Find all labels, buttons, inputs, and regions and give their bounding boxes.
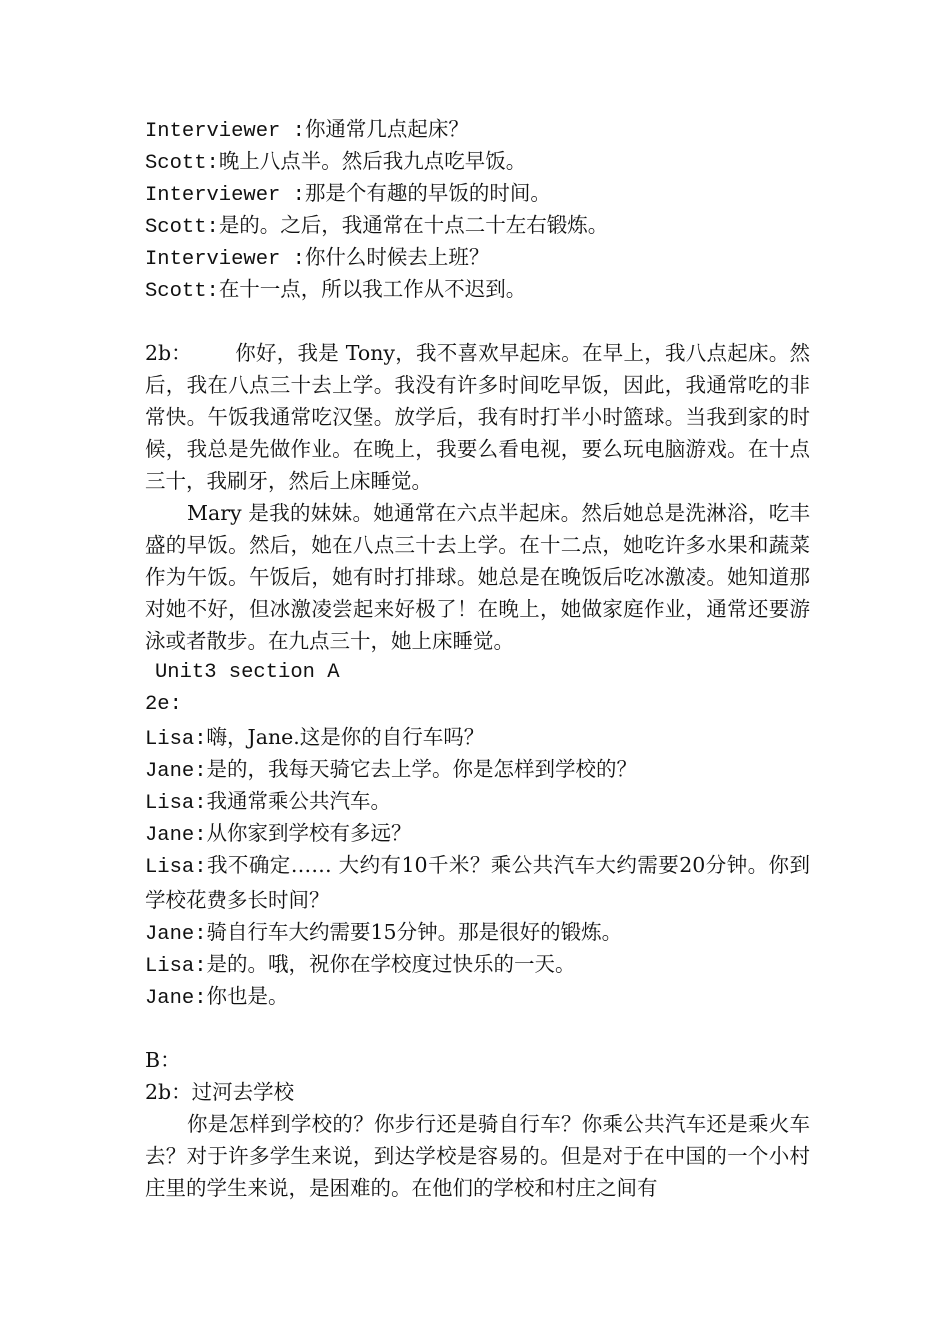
dialogue-line — [145, 209, 810, 241]
dialogue-line — [145, 980, 810, 1012]
section-2b-paragraph-1 — [145, 337, 810, 497]
speaker-label: Jane: — [145, 923, 207, 946]
dialogue-line — [145, 721, 810, 753]
unit3-section — [145, 657, 810, 1012]
section-b-label: B： — [145, 1048, 181, 1072]
speaker-label: Lisa: — [145, 955, 207, 978]
dialogue-text: 你也是。 — [206, 984, 289, 1008]
dialogue-text: 你什么时候去上班？ — [304, 245, 490, 269]
dialogue-text: 我不确定…… 大约有10千米？乘公共汽车大约需要20分钟。你到学校花费多长时间？ — [145, 853, 810, 912]
section-2b-paragraph-2: Mary 是我的妹妹。她通常在六点半起床。然后她总是洗淋浴，吃丰盛的早饭。然后，她在八点三十去上学。在十二点，她吃许多水果和蔬菜作为午饭。午饭后，她有时打排球。她总是在晚饭后吃冰激凌。她知道那对她不好，但冰激凌尝起来好极了！在晚上，她做家庭作业，通常还要游泳或者散步。在九点三十，她上床睡觉。 — [145, 501, 810, 653]
dialogue-line — [145, 145, 810, 177]
dialogue-line — [145, 817, 810, 849]
section-b — [145, 1044, 810, 1204]
unit-title: Unit3 section A — [155, 661, 340, 684]
dialogue-text: 那是个有趣的早饭的时间。 — [304, 181, 551, 205]
speaker-label: Lisa: — [145, 792, 207, 815]
dialogue-line — [145, 753, 810, 785]
speaker-label: Interviewer : — [145, 184, 305, 207]
speaker-label: Jane: — [145, 760, 207, 783]
dialogue-line — [145, 785, 810, 817]
dialogue-text: 是的。哦，祝你在学校度过快乐的一天。 — [206, 952, 576, 976]
dialogue-line — [145, 849, 810, 916]
dialogue-text: 骑自行车大约需要15分钟。那是很好的锻炼。 — [206, 920, 623, 944]
dialogue-text: 是的。之后，我通常在十点二十左右锻炼。 — [218, 213, 609, 237]
blank-line — [145, 1012, 810, 1044]
dialogue-text: 是的，我每天骑它去上学。你是怎样到学校的？ — [206, 757, 638, 781]
dialogue-text: 我通常乘公共汽车。 — [206, 789, 392, 813]
speaker-label: Lisa: — [145, 856, 207, 879]
dialogue-line — [145, 273, 810, 305]
dialogue-text: 晚上八点半。然后我九点吃早饭。 — [218, 149, 527, 173]
dialogue-text: 在十一点，所以我工作从不迟到。 — [218, 277, 527, 301]
dialogue-text: 嗨，Jane.这是你的自行车吗？ — [206, 725, 485, 749]
speaker-label: Scott: — [145, 152, 219, 175]
section-b-paragraph: 你是怎样到学校的？你步行还是骑自行车？你乘公共汽车还是乘火车去？对于许多学生来说，到达学校是容易的。但是对于在中国的一个小村庄里的学生来说，是困难的。在他们的学校和村庄之间有 — [145, 1112, 810, 1200]
section-2b-label: 2b： — [145, 341, 192, 365]
speaker-label: Interviewer : — [145, 248, 305, 271]
section-2b — [145, 337, 810, 657]
speaker-label: Jane: — [145, 987, 207, 1010]
interview-dialogue — [145, 113, 810, 305]
paragraph-text: 你好，我是 Tony，我不喜欢早起床。在早上，我八点起床。然后，我在八点三十去上学。我没有许多时间吃早饭，因此，我通常吃的非常快。午饭我通常吃汉堡。放学后，我有时打半小时篮球。当我到家的时候，我总是先做作业。在晚上，我要么看电视，要么玩电脑游戏。在十点三十，我刷牙，然后上床睡觉。 — [145, 341, 810, 493]
document-body — [145, 113, 810, 1204]
speaker-label: Scott: — [145, 216, 219, 239]
dialogue-line — [145, 177, 810, 209]
dialogue-line — [145, 948, 810, 980]
dialogue-line — [145, 241, 810, 273]
speaker-label: Lisa: — [145, 728, 207, 751]
dialogue-line — [145, 916, 810, 948]
speaker-label: Interviewer : — [145, 120, 305, 143]
dialogue-text: 从你家到学校有多远？ — [206, 821, 412, 845]
section-2e-label: 2e: — [145, 693, 182, 716]
speaker-label: Jane: — [145, 824, 207, 847]
dialogue-line — [145, 113, 810, 145]
blank-line — [145, 305, 810, 337]
section-b-subtitle: 2b：过河去学校 — [145, 1080, 295, 1104]
speaker-label: Scott: — [145, 280, 219, 303]
dialogue-text: 你通常几点起床？ — [304, 117, 469, 141]
